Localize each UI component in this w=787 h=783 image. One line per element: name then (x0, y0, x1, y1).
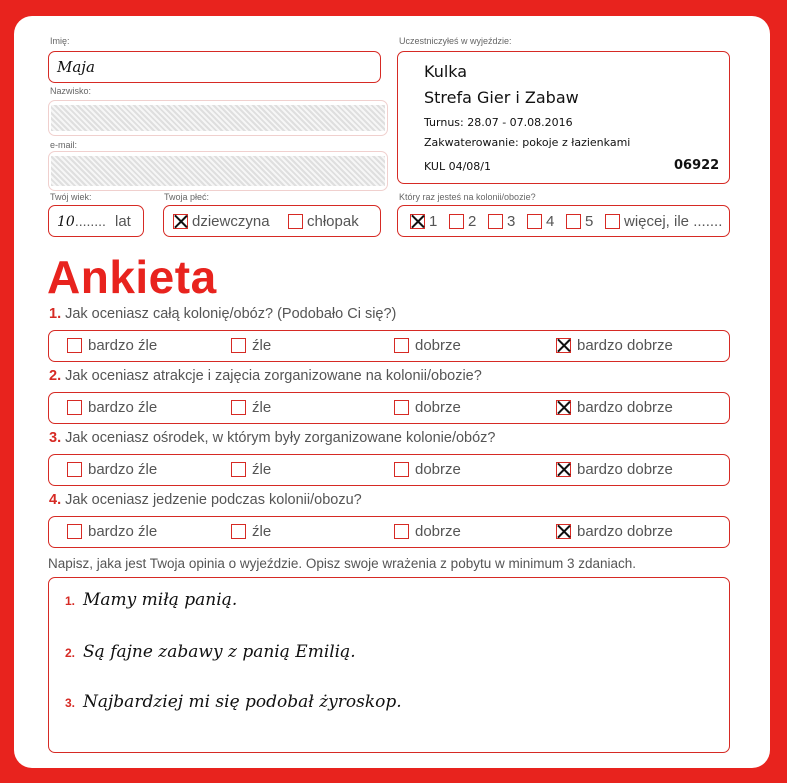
times-option-more[interactable] (605, 213, 722, 230)
times-option-4[interactable] (527, 213, 554, 230)
times-2-label: 2 (468, 213, 477, 230)
times-4-label: 4 (546, 213, 555, 230)
q3-option-very-good[interactable] (556, 461, 673, 478)
opinion-answer-2-number: 2. (65, 646, 76, 660)
q4-option-very-good[interactable] (556, 523, 673, 540)
email-label: e-mail: (50, 140, 78, 150)
opinion-answer-1-text: Mamy miłą panią. (83, 590, 238, 610)
question-1-number: 1. (49, 306, 62, 322)
q2-very-good-label: bardzo dobrze (577, 399, 673, 416)
q3-good-label: dobrze (415, 461, 461, 478)
question-4-options (48, 516, 730, 548)
question-1-options (48, 330, 730, 362)
q1-option-very-bad[interactable] (67, 337, 157, 354)
age-unit: lat (115, 213, 131, 230)
q3-bad-checkbox[interactable] (231, 462, 246, 477)
q1-very-bad-checkbox[interactable] (67, 338, 82, 353)
q1-bad-checkbox[interactable] (231, 338, 246, 353)
question-2-options (48, 392, 730, 424)
q2-option-good[interactable] (394, 399, 461, 416)
q1-good-checkbox[interactable] (394, 338, 409, 353)
question-3 (49, 430, 495, 446)
surname-redacted (51, 105, 385, 131)
gender-option-girl[interactable] (173, 213, 270, 230)
email-field[interactable] (48, 151, 388, 191)
times-field (397, 205, 730, 237)
trip-turnus: Turnus: 28.07 - 07.08.2016 (424, 116, 573, 129)
opinion-answer-3 (65, 692, 402, 712)
trip-code: KUL 04/08/1 (424, 160, 491, 173)
q2-very-good-checkbox[interactable] (556, 400, 571, 415)
times-5-checkbox[interactable] (566, 214, 581, 229)
gender-field (163, 205, 381, 237)
q4-bad-label: źle (252, 523, 272, 540)
times-more-label: więcej, ile ....... (624, 213, 723, 230)
q2-option-bad[interactable] (231, 399, 271, 416)
participant-label: Uczestniczyłeś w wyjeździe: (399, 36, 512, 46)
q4-very-good-label: bardzo dobrze (577, 523, 673, 540)
q2-option-very-bad[interactable] (67, 399, 157, 416)
q3-very-bad-checkbox[interactable] (67, 462, 82, 477)
times-3-label: 3 (507, 213, 516, 230)
q2-option-very-good[interactable] (556, 399, 673, 416)
times-more-checkbox[interactable] (605, 214, 620, 229)
q3-good-checkbox[interactable] (394, 462, 409, 477)
q2-bad-checkbox[interactable] (231, 400, 246, 415)
age-dots: ........ (74, 213, 106, 229)
gender-girl-checkbox[interactable] (173, 214, 188, 229)
name-field[interactable] (48, 51, 381, 83)
question-3-options (48, 454, 730, 486)
q1-option-very-good[interactable] (556, 337, 673, 354)
question-1 (49, 306, 396, 322)
trip-subtitle: Strefa Gier i Zabaw (424, 88, 579, 107)
q1-good-label: dobrze (415, 337, 461, 354)
q2-bad-label: źle (252, 399, 272, 416)
q4-good-checkbox[interactable] (394, 524, 409, 539)
times-option-5[interactable] (566, 213, 593, 230)
opinion-prompt: Napisz, jaka jest Twoja opinia o wyjeździe. Opisz swoje wrażenia z pobytu w minimum 3 zdaniach. (48, 556, 637, 571)
times-4-checkbox[interactable] (527, 214, 542, 229)
opinion-field[interactable] (48, 577, 730, 753)
times-option-3[interactable] (488, 213, 515, 230)
q3-very-bad-label: bardzo źle (88, 461, 158, 478)
opinion-answer-2-text: Są fajne zabawy z panią Emilią. (83, 642, 356, 662)
surname-label: Nazwisko: (50, 86, 92, 96)
q3-option-good[interactable] (394, 461, 461, 478)
q2-very-bad-label: bardzo źle (88, 399, 158, 416)
q3-bad-label: źle (252, 461, 272, 478)
q3-very-good-checkbox[interactable] (556, 462, 571, 477)
q4-bad-checkbox[interactable] (231, 524, 246, 539)
question-1-text: Jak oceniasz całą kolonię/obóz? (Podobało Ci się?) (65, 306, 397, 322)
trip-name: Kulka (424, 62, 468, 81)
q4-good-label: dobrze (415, 523, 461, 540)
question-4-text: Jak oceniasz jedzenie podczas kolonii/obozu? (65, 492, 362, 508)
name-label: Imię: (50, 36, 70, 46)
question-4 (49, 492, 362, 508)
question-2-text: Jak oceniasz atrakcje i zajęcia zorganizowane na kolonii/obozie? (65, 368, 482, 384)
q1-very-bad-label: bardzo źle (88, 337, 158, 354)
times-option-2[interactable] (449, 213, 476, 230)
opinion-answer-1 (65, 590, 237, 610)
q1-bad-label: źle (252, 337, 272, 354)
q2-good-checkbox[interactable] (394, 400, 409, 415)
name-value: Maja (57, 58, 95, 76)
opinion-answer-1-number: 1. (65, 594, 76, 608)
q3-option-very-bad[interactable] (67, 461, 157, 478)
opinion-answer-3-number: 3. (65, 696, 76, 710)
q3-option-bad[interactable] (231, 461, 271, 478)
question-3-text: Jak oceniasz ośrodek, w którym były zorganizowane kolonie/obóz? (65, 430, 496, 446)
gender-girl-label: dziewczyna (192, 213, 270, 230)
email-redacted (51, 156, 385, 186)
times-5-label: 5 (585, 213, 594, 230)
q1-very-good-label: bardzo dobrze (577, 337, 673, 354)
question-2-number: 2. (49, 368, 62, 384)
page-title: Ankieta (47, 251, 217, 303)
trip-accommodation: Zakwaterowanie: pokoje z łazienkami (424, 136, 631, 149)
age-field[interactable] (48, 205, 144, 237)
opinion-answer-2 (65, 642, 356, 662)
surname-field[interactable] (48, 100, 388, 136)
times-label: Który raz jesteś na kolonii/obozie? (399, 192, 536, 202)
gender-label: Twoja płeć: (164, 192, 210, 202)
question-4-number: 4. (49, 492, 62, 508)
times-2-checkbox[interactable] (449, 214, 464, 229)
times-3-checkbox[interactable] (488, 214, 503, 229)
q4-option-good[interactable] (394, 523, 461, 540)
times-option-1[interactable] (410, 213, 437, 230)
times-1-label: 1 (429, 213, 438, 230)
age-label: Twój wiek: (50, 192, 92, 202)
q1-option-good[interactable] (394, 337, 461, 354)
age-value: 10 (57, 214, 75, 230)
q1-option-bad[interactable] (231, 337, 271, 354)
q4-option-bad[interactable] (231, 523, 271, 540)
trip-number: 06922 (674, 158, 720, 173)
q4-very-bad-label: bardzo źle (88, 523, 158, 540)
q1-very-good-checkbox[interactable] (556, 338, 571, 353)
gender-boy-label: chłopak (307, 213, 359, 230)
q2-very-bad-checkbox[interactable] (67, 400, 82, 415)
gender-option-boy[interactable] (288, 213, 359, 230)
gender-boy-checkbox[interactable] (288, 214, 303, 229)
survey-page (14, 16, 770, 768)
opinion-answer-3-text: Najbardziej mi się podobał żyroskop. (83, 692, 402, 712)
question-3-number: 3. (49, 430, 62, 446)
times-1-checkbox[interactable] (410, 214, 425, 229)
question-2 (49, 368, 482, 384)
q4-very-good-checkbox[interactable] (556, 524, 571, 539)
q3-very-good-label: bardzo dobrze (577, 461, 673, 478)
q4-option-very-bad[interactable] (67, 523, 157, 540)
q4-very-bad-checkbox[interactable] (67, 524, 82, 539)
trip-card (397, 51, 730, 184)
q2-good-label: dobrze (415, 399, 461, 416)
